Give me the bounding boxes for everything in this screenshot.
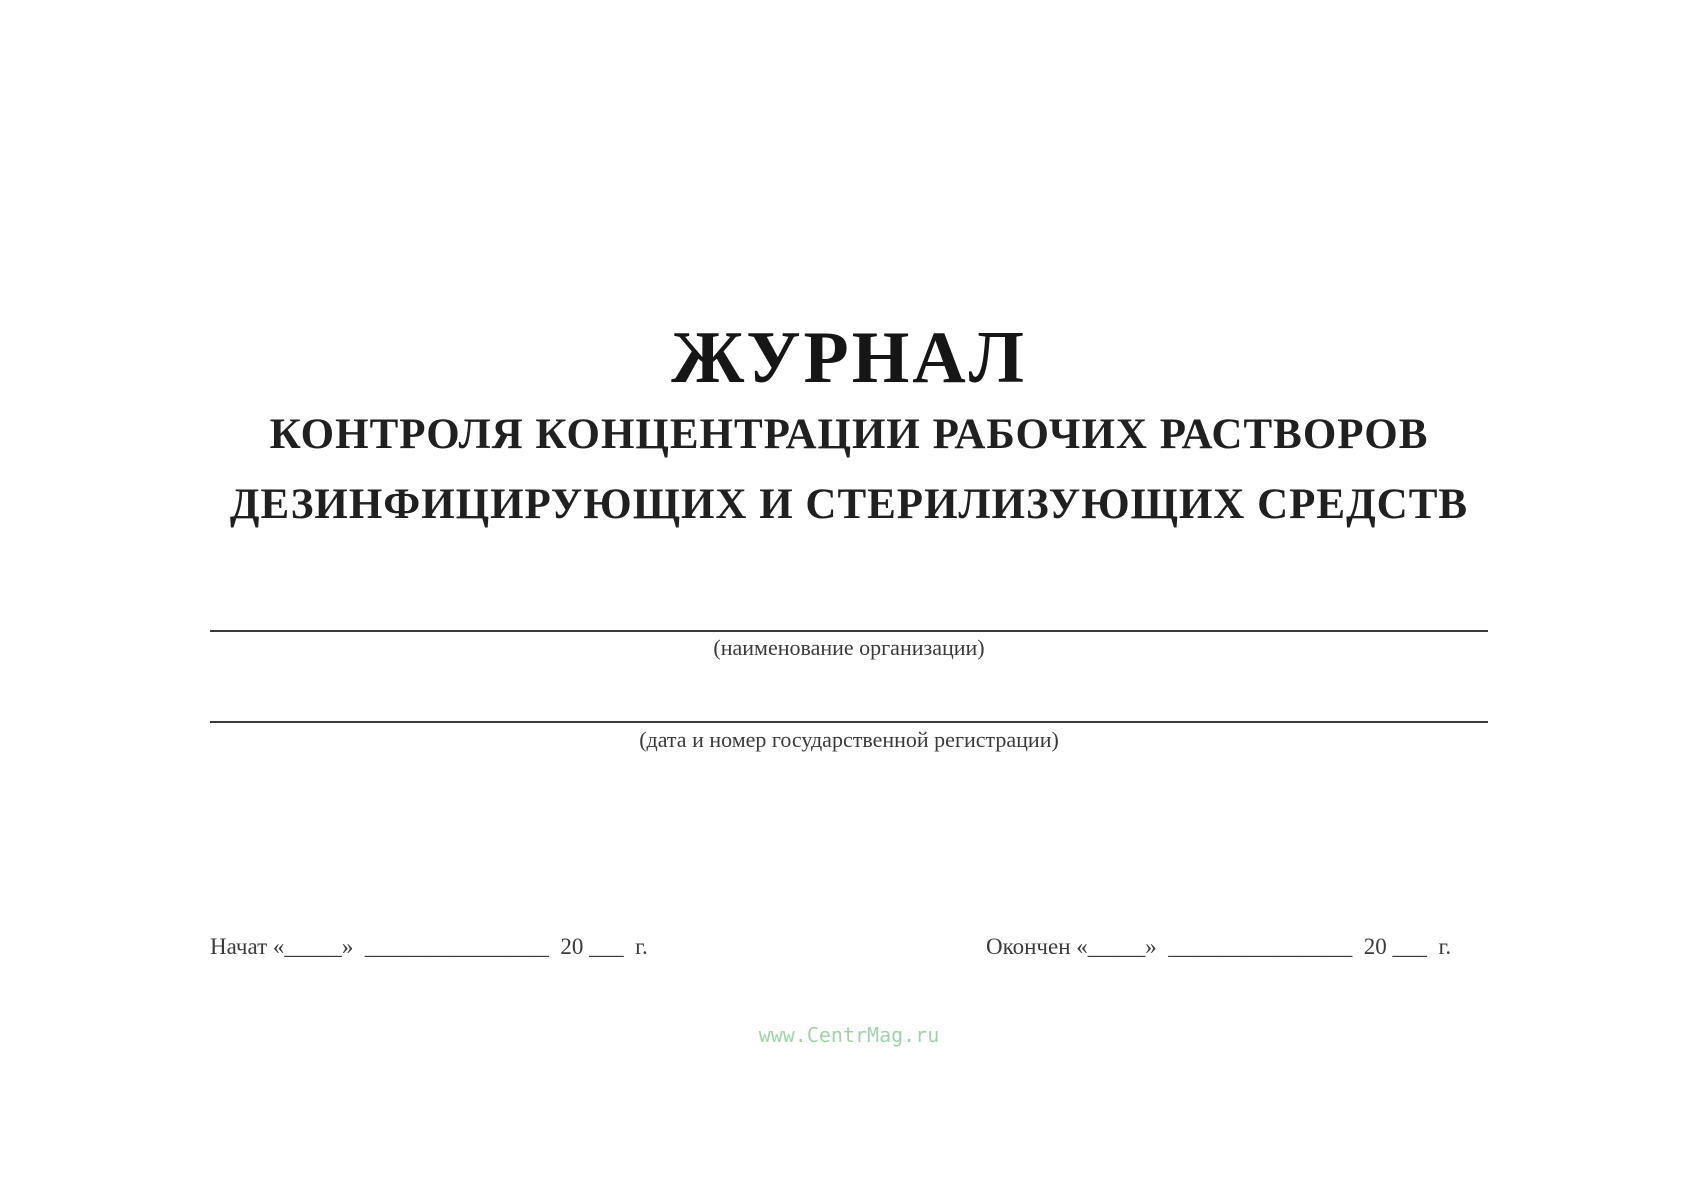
registration-line xyxy=(210,721,1488,723)
organization-name-line xyxy=(210,630,1488,632)
document-subtitle-line2: ДЕЗИНФИЦИРУЮЩИХ И СТЕРИЛИЗУЮЩИХ СРЕДСТВ xyxy=(229,481,1469,528)
organization-name-caption: (наименование организации) xyxy=(713,635,985,660)
end-date-field: Окончен «_____» ________________ 20 ___ г. xyxy=(986,934,1452,959)
registration-caption: (дата и номер государственной регистрации) xyxy=(639,727,1059,752)
watermark: www.CentrMag.ru xyxy=(758,1023,940,1047)
start-date-field: Начат «_____» ________________ 20 ___ г. xyxy=(210,934,648,959)
document-title: ЖУРНАЛ xyxy=(671,317,1027,399)
document-subtitle-line1: КОНТРОЛЯ КОНЦЕНТРАЦИИ РАБОЧИХ РАСТВОРОВ xyxy=(269,411,1429,458)
